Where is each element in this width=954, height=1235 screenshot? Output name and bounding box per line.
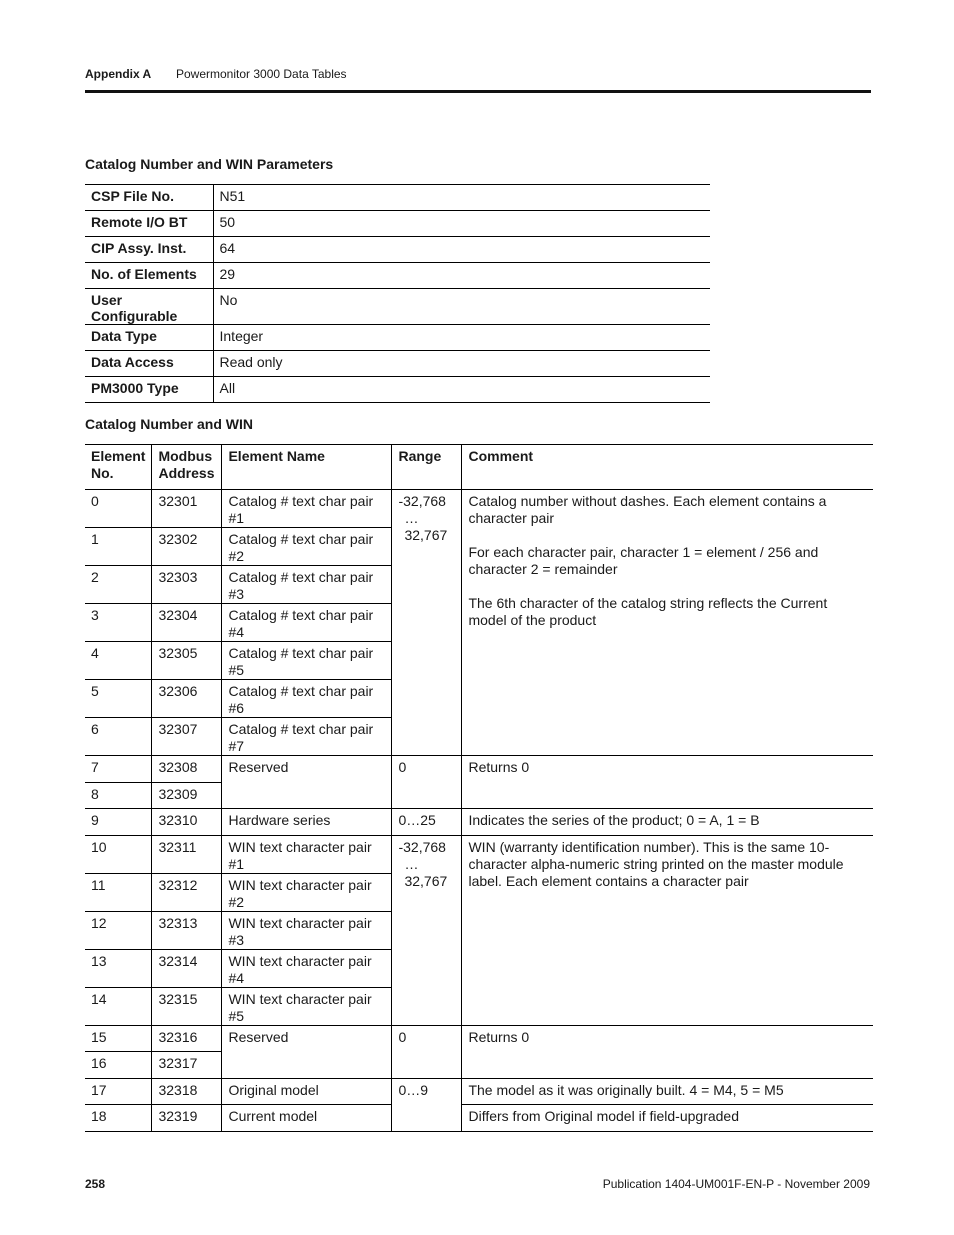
param-key: CSP File No. bbox=[85, 185, 213, 211]
col-header-comment: Comment bbox=[462, 445, 873, 490]
element-no: 4 bbox=[85, 642, 152, 680]
comment-cell bbox=[462, 490, 873, 756]
table-row bbox=[85, 1078, 873, 1105]
range-cell: 0…25 bbox=[392, 809, 462, 836]
col-header-element-no: Element No. bbox=[85, 445, 152, 490]
params-table-title: Catalog Number and WIN Parameters bbox=[85, 156, 334, 172]
param-value: 64 bbox=[213, 237, 710, 263]
table-row bbox=[85, 185, 710, 211]
modbus-address: 32315 bbox=[152, 987, 222, 1025]
table-row bbox=[85, 289, 710, 325]
range-high: …32,767 bbox=[404, 510, 448, 543]
table-row bbox=[85, 211, 710, 237]
modbus-address: 32314 bbox=[152, 949, 222, 987]
element-no: 2 bbox=[85, 566, 152, 604]
col-header-modbus-address: Modbus Address bbox=[152, 445, 222, 490]
comment-text: The 6th character of the catalog string reflects the Current model of the product bbox=[468, 595, 828, 628]
comment-cell: WIN (warranty identification number). This is the same 10-character alpha-numeric string printed on the master module label. Each element contains a character pair bbox=[462, 835, 873, 1025]
param-key: Data Type bbox=[85, 325, 213, 351]
element-no: 10 bbox=[85, 835, 152, 873]
element-no: 7 bbox=[85, 756, 152, 783]
table-row bbox=[85, 1025, 873, 1052]
param-key: User Configurable bbox=[85, 289, 213, 325]
modbus-address: 32319 bbox=[152, 1105, 222, 1132]
element-name: WIN text character pair #3 bbox=[222, 911, 392, 949]
comment-cell: Indicates the series of the product; 0 = A, 1 = B bbox=[462, 809, 873, 836]
page-header bbox=[85, 66, 871, 93]
comment-cell: The model as it was originally built. 4 = M4, 5 = M5 bbox=[462, 1078, 873, 1105]
col-header-range: Range bbox=[392, 445, 462, 490]
modbus-address: 32305 bbox=[152, 642, 222, 680]
element-no: 3 bbox=[85, 604, 152, 642]
appendix-label: Appendix A bbox=[85, 67, 152, 81]
modbus-address: 32301 bbox=[152, 490, 222, 528]
element-name: Catalog # text char pair #5 bbox=[222, 642, 392, 680]
element-name: Catalog # text char pair #1 bbox=[222, 490, 392, 528]
col-header-element-name: Element Name bbox=[222, 445, 392, 490]
modbus-address: 32316 bbox=[152, 1025, 222, 1052]
modbus-address: 32317 bbox=[152, 1052, 222, 1079]
element-no: 15 bbox=[85, 1025, 152, 1052]
element-no: 16 bbox=[85, 1052, 152, 1079]
element-no: 5 bbox=[85, 680, 152, 718]
section-title: Powermonitor 3000 Data Tables bbox=[176, 67, 347, 81]
param-value: Read only bbox=[213, 351, 710, 377]
comment-cell: Differs from Original model if field-upgraded bbox=[468, 1108, 739, 1124]
param-key: PM3000 Type bbox=[85, 377, 213, 403]
element-no: 14 bbox=[85, 987, 152, 1025]
table-row bbox=[85, 809, 873, 836]
table-row bbox=[85, 325, 710, 351]
param-key: No. of Elements bbox=[85, 263, 213, 289]
element-name: Catalog # text char pair #6 bbox=[222, 680, 392, 718]
table-header-row bbox=[85, 445, 873, 490]
win-table-title: Catalog Number and WIN bbox=[85, 416, 254, 432]
element-no: 13 bbox=[85, 949, 152, 987]
modbus-address: 32313 bbox=[152, 911, 222, 949]
element-no: 17 bbox=[85, 1078, 152, 1105]
params-table bbox=[85, 184, 710, 403]
modbus-address: 32302 bbox=[152, 528, 222, 566]
element-name: Reserved bbox=[222, 756, 392, 809]
modbus-address: 32304 bbox=[152, 604, 222, 642]
range-cell: 0 bbox=[392, 756, 462, 809]
param-value: No bbox=[213, 289, 710, 325]
range-cell: 0 bbox=[392, 1025, 462, 1078]
range-low: -32,768 bbox=[398, 838, 446, 855]
element-name: Catalog # text char pair #4 bbox=[222, 604, 392, 642]
element-name: WIN text character pair #2 bbox=[222, 873, 392, 911]
element-no: 1 bbox=[85, 528, 152, 566]
modbus-address: 32318 bbox=[152, 1078, 222, 1105]
modbus-address: 32307 bbox=[152, 718, 222, 756]
table-row bbox=[85, 351, 710, 377]
modbus-address: 32308 bbox=[152, 756, 222, 783]
range-cell: 0…9 bbox=[392, 1078, 462, 1131]
param-key: Remote I/O BT bbox=[85, 211, 213, 237]
modbus-address: 32303 bbox=[152, 566, 222, 604]
range-low: -32,768 bbox=[398, 493, 446, 509]
param-value: All bbox=[213, 377, 710, 403]
param-value: N51 bbox=[213, 185, 710, 211]
element-name: Catalog # text char pair #3 bbox=[222, 566, 392, 604]
element-no: 11 bbox=[85, 873, 152, 911]
win-table bbox=[85, 444, 873, 1132]
page-number: 258 bbox=[85, 1177, 106, 1191]
modbus-address: 32312 bbox=[152, 873, 222, 911]
element-name: Reserved bbox=[222, 1025, 392, 1078]
element-name: Current model bbox=[222, 1105, 392, 1132]
element-no: 12 bbox=[85, 911, 152, 949]
comment-text: Catalog number without dashes. Each element contains a character pair bbox=[468, 493, 827, 526]
element-no: 0 bbox=[85, 490, 152, 528]
element-name: Catalog # text char pair #7 bbox=[222, 718, 392, 756]
param-value: 29 bbox=[213, 263, 710, 289]
publication-info: Publication 1404-UM001F-EN-P - November 2009 bbox=[602, 1177, 870, 1191]
element-no: 18 bbox=[85, 1105, 152, 1132]
table-row bbox=[85, 377, 710, 403]
comment-cell: Returns 0 bbox=[462, 756, 873, 809]
table-row bbox=[85, 1105, 873, 1132]
element-name: WIN text character pair #1 bbox=[222, 835, 392, 873]
comment-cell: Returns 0 bbox=[462, 1025, 873, 1078]
element-name: Catalog # text char pair #2 bbox=[222, 528, 392, 566]
table-row bbox=[85, 756, 873, 783]
param-value: Integer bbox=[213, 325, 710, 351]
table-row bbox=[85, 263, 710, 289]
comment-text: For each character pair, character 1 = element / 256 and character 2 = remainder bbox=[468, 544, 819, 577]
element-no: 9 bbox=[85, 809, 152, 836]
range-cell bbox=[392, 835, 462, 1025]
modbus-address: 32310 bbox=[152, 809, 222, 836]
param-value: 50 bbox=[213, 211, 710, 237]
element-name: WIN text character pair #4 bbox=[222, 949, 392, 987]
modbus-address: 32311 bbox=[152, 835, 222, 873]
range-cell bbox=[392, 490, 462, 756]
table-row bbox=[85, 237, 710, 263]
element-name: WIN text character pair #5 bbox=[222, 987, 392, 1025]
element-name: Original model bbox=[222, 1078, 392, 1105]
element-no: 8 bbox=[85, 782, 152, 809]
table-row bbox=[85, 835, 873, 873]
param-key: CIP Assy. Inst. bbox=[85, 237, 213, 263]
table-row bbox=[85, 490, 873, 528]
range-high: …32,767 bbox=[404, 855, 448, 889]
modbus-address: 32306 bbox=[152, 680, 222, 718]
param-key: Data Access bbox=[85, 351, 213, 377]
modbus-address: 32309 bbox=[152, 782, 222, 809]
element-name: Hardware series bbox=[222, 809, 392, 836]
element-no: 6 bbox=[85, 718, 152, 756]
